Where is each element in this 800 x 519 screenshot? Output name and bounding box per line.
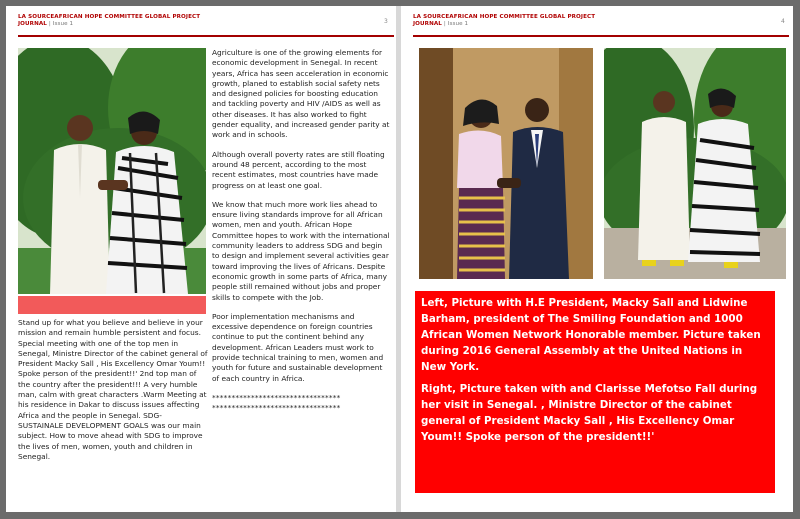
- header-issue: Issue 1: [447, 21, 469, 27]
- column-paragraph: We know that much more work lies ahead to ensure living standards improve for all African women, men and youth. African Hope Committee hopes to work with the international community leaders to address SDG and begin to design and implement several activities gear toward improving the lives of Africans. Despite economic growth in some parts of Africa, many people still remained without jobs and proper skills to compete with the Job.: [212, 199, 390, 302]
- left-page-header: LA SOURCEAFRICAN HOPE COMMITTEE GLOBAL PROJECT JOURNAL | Issue 1: [18, 14, 201, 27]
- photo-un-general-assembly-image: [419, 48, 593, 279]
- page-number: 4: [781, 18, 785, 25]
- separator-stars-line: *********************************: [212, 403, 341, 413]
- column-paragraph: Although overall poverty rates are still floating around 48 percent, according to the most recent estimates, most countries have made progress on at least one goal.: [212, 149, 385, 190]
- photo-un-general-assembly: [419, 48, 593, 279]
- header-issue: Issue 1: [52, 21, 74, 27]
- caption-paragraph: Stand up for what you believe and believe in your mission and remain humble persistent and focus.: [18, 318, 203, 338]
- header-journal: JOURNAL: [413, 21, 442, 27]
- page-number: 3: [384, 18, 388, 25]
- right-page: [401, 6, 793, 512]
- header-title: LA SOURCEAFRICAN HOPE COMMITTEE GLOBAL PROJECT: [18, 14, 201, 20]
- header-rule: [18, 35, 394, 37]
- left-caption-text: [18, 318, 208, 471]
- caption-red-box: [415, 291, 775, 493]
- photo-meeting-garden-image: [18, 48, 206, 294]
- separator-stars-line: *********************************: [212, 392, 341, 402]
- header-title: LA SOURCEAFRICAN HOPE COMMITTEE GLOBAL PROJECT: [413, 14, 596, 20]
- caption-paragraph: Special meeting with one of the top men in Senegal, Ministre Director of the cabinet general of President Macky Sall , His Excellency Omar Youm!! Spoke person of the president!!' 2nd top man of the country after the president!!! A very humble man, calm with great characters .Warm Meeting at his residence in Dakar to discuss issues affecting Africa and the people in Senegal. SDG- SUSTAINALE DEVELOPMENT GOALS was our main subject. How to move ahead with SDG to improve the lives of men, women, youth and children in Senegal.: [18, 338, 208, 461]
- header-journal: JOURNAL: [18, 21, 47, 27]
- red-box-paragraph: Right, Picture taken with and Clarisse Mefotso Fall during her visit in Senegal. , Ministre Director of the cabinet general of President Macky Sall , His Excellency Omar Youm!! Spoke person of the president!!': [421, 383, 758, 443]
- left-page: [6, 6, 396, 512]
- caption-highlight-bar: [18, 296, 206, 314]
- red-box-paragraph: Left, Picture with H.E President, Macky Sall and Lidwine Barham, president of The Smiling Foundation and 1000 African Women Network Honorable member. Picture taken during 2016 General Assembly at the United Nations in New York.: [421, 297, 761, 373]
- right-page-header: LA SOURCEAFRICAN HOPE COMMITTEE GLOBAL PROJECT JOURNAL | Issue 1: [413, 14, 596, 27]
- right-column-text: [212, 48, 390, 414]
- column-paragraph: Poor implementation mechanisms and excessive dependence on foreign countries continue to put the continent behind any development. African Leaders must work to provide technical training to men, women and youth for future and sustainable development of each country in Africa.: [212, 311, 384, 383]
- photo-senegal-visit-image: [604, 48, 786, 279]
- column-paragraph: Agriculture is one of the growing elements for economic development in Senegal. In recent years, Africa has seen acceleration in economic growth, planed to establish social safety nets and designed policies for boosting education and tackling poverty and HIV /AIDS as well as other diseases. It has also worked to fight gender equality, and increased gender parity at work and in schools.: [212, 48, 390, 140]
- header-rule: [413, 35, 789, 37]
- photo-senegal-visit: [604, 48, 786, 279]
- photo-meeting-garden: [18, 48, 206, 294]
